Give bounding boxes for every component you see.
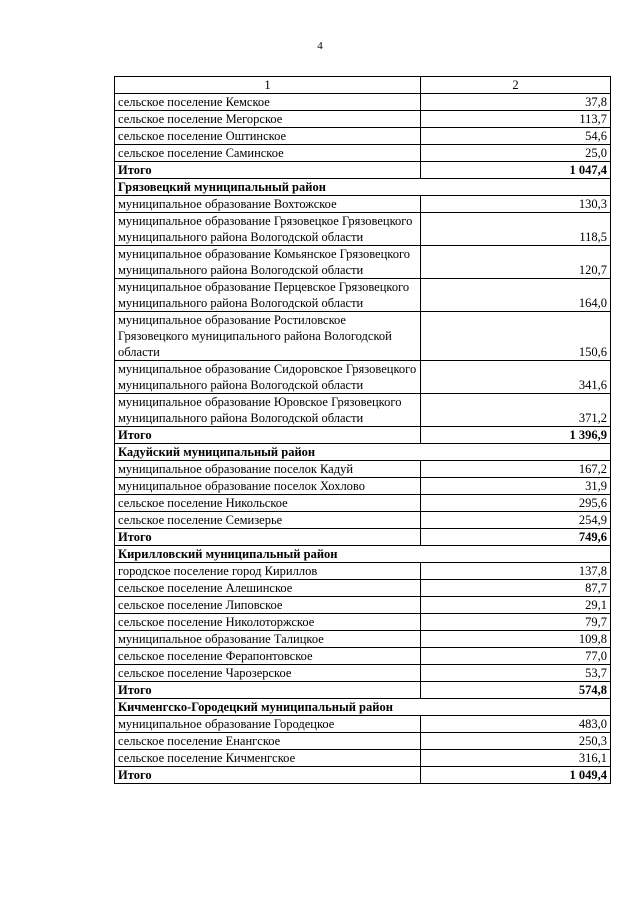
- table-row: [115, 394, 611, 427]
- total-value: 574,8: [421, 682, 611, 699]
- column-header-2: 2: [421, 77, 611, 94]
- amount-value: 295,6: [421, 495, 611, 512]
- total-label: Итого: [115, 529, 421, 546]
- table-row: [115, 597, 611, 614]
- amount-value: 79,7: [421, 614, 611, 631]
- amount-value: 53,7: [421, 665, 611, 682]
- amount-value: 29,1: [421, 597, 611, 614]
- settlement-name: сельское поселение Кемское: [115, 94, 421, 111]
- table-row: [115, 111, 611, 128]
- amount-value: 137,8: [421, 563, 611, 580]
- table-row: [115, 461, 611, 478]
- total-value: 1 396,9: [421, 427, 611, 444]
- settlement-name: муниципальное образование Городецкое: [115, 716, 421, 733]
- settlement-name: городское поселение город Кириллов: [115, 563, 421, 580]
- table-body: [115, 94, 611, 784]
- settlement-name: муниципальное образование Талицкое: [115, 631, 421, 648]
- amount-value: 77,0: [421, 648, 611, 665]
- total-row: [115, 427, 611, 444]
- table-row: [115, 279, 611, 312]
- table-row: [115, 246, 611, 279]
- amount-value: 25,0: [421, 145, 611, 162]
- settlement-name: сельское поселение Мегорское: [115, 111, 421, 128]
- section-heading: Кирилловский муниципальный район: [115, 546, 611, 563]
- section-heading-row: [115, 546, 611, 563]
- table-row: [115, 128, 611, 145]
- settlement-name: сельское поселение Саминское: [115, 145, 421, 162]
- settlement-name: муниципальное образование Перцевское Грязовецкого муниципального района Вологодской области: [115, 279, 421, 312]
- amount-value: 164,0: [421, 279, 611, 312]
- page-number: 4: [317, 40, 323, 52]
- table-row: [115, 563, 611, 580]
- amount-value: 130,3: [421, 196, 611, 213]
- settlement-name: сельское поселение Никольское: [115, 495, 421, 512]
- settlement-name: сельское поселение Алешинское: [115, 580, 421, 597]
- settlement-name: сельское поселение Чарозерское: [115, 665, 421, 682]
- settlement-name: муниципальное образование Грязовецкое Грязовецкого муниципального района Вологодской области: [115, 213, 421, 246]
- total-value: 749,6: [421, 529, 611, 546]
- amount-value: 54,6: [421, 128, 611, 145]
- settlement-name: муниципальное образование Комьянское Грязовецкого муниципального района Вологодской области: [115, 246, 421, 279]
- amount-value: 109,8: [421, 631, 611, 648]
- amount-value: 120,7: [421, 246, 611, 279]
- table-row: [115, 213, 611, 246]
- amount-value: 254,9: [421, 512, 611, 529]
- amount-value: 150,6: [421, 312, 611, 361]
- total-value: 1 049,4: [421, 767, 611, 784]
- amount-value: 118,5: [421, 213, 611, 246]
- section-heading: Кичменгско-Городецкий муниципальный район: [115, 699, 611, 716]
- total-row: [115, 682, 611, 699]
- table-row: [115, 750, 611, 767]
- table-row: [115, 145, 611, 162]
- section-heading-row: [115, 179, 611, 196]
- amount-value: 483,0: [421, 716, 611, 733]
- amount-value: 316,1: [421, 750, 611, 767]
- allocation-table: [114, 76, 611, 784]
- total-value: 1 047,4: [421, 162, 611, 179]
- amount-value: 250,3: [421, 733, 611, 750]
- settlement-name: сельское поселение Николоторжское: [115, 614, 421, 631]
- table-row: [115, 665, 611, 682]
- total-row: [115, 529, 611, 546]
- total-label: Итого: [115, 427, 421, 444]
- table-row: [115, 648, 611, 665]
- table-row: [115, 580, 611, 597]
- section-heading-row: [115, 699, 611, 716]
- settlement-name: муниципальное образование поселок Кадуй: [115, 461, 421, 478]
- total-row: [115, 767, 611, 784]
- total-label: Итого: [115, 162, 421, 179]
- amount-value: 371,2: [421, 394, 611, 427]
- table-row: [115, 361, 611, 394]
- amount-value: 31,9: [421, 478, 611, 495]
- settlement-name: муниципальное образование поселок Хохлово: [115, 478, 421, 495]
- amount-value: 167,2: [421, 461, 611, 478]
- settlement-name: сельское поселение Оштинское: [115, 128, 421, 145]
- amount-value: 37,8: [421, 94, 611, 111]
- table-row: [115, 312, 611, 361]
- table-row: [115, 512, 611, 529]
- section-heading: Грязовецкий муниципальный район: [115, 179, 611, 196]
- settlement-name: муниципальное образование Вохтожское: [115, 196, 421, 213]
- section-heading-row: [115, 444, 611, 461]
- amount-value: 341,6: [421, 361, 611, 394]
- total-row: [115, 162, 611, 179]
- total-label: Итого: [115, 682, 421, 699]
- table-row: [115, 716, 611, 733]
- table-header-row: [115, 77, 611, 94]
- settlement-name: сельское поселение Семизерье: [115, 512, 421, 529]
- table-row: [115, 631, 611, 648]
- table-row: [115, 196, 611, 213]
- settlement-name: сельское поселение Енангское: [115, 733, 421, 750]
- settlement-name: сельское поселение Липовское: [115, 597, 421, 614]
- table-row: [115, 478, 611, 495]
- settlement-name: сельское поселение Кичменгское: [115, 750, 421, 767]
- column-header-1: 1: [115, 77, 421, 94]
- table-row: [115, 733, 611, 750]
- settlement-name: муниципальное образование Ростиловское Грязовецкого муниципального района Вологодской области: [115, 312, 421, 361]
- settlement-name: муниципальное образование Сидоровское Грязовецкого муниципального района Вологодской области: [115, 361, 421, 394]
- amount-value: 87,7: [421, 580, 611, 597]
- table-row: [115, 94, 611, 111]
- settlement-name: сельское поселение Ферапонтовское: [115, 648, 421, 665]
- amount-value: 113,7: [421, 111, 611, 128]
- section-heading: Кадуйский муниципальный район: [115, 444, 611, 461]
- table-row: [115, 495, 611, 512]
- table-row: [115, 614, 611, 631]
- total-label: Итого: [115, 767, 421, 784]
- settlement-name: муниципальное образование Юровское Грязовецкого муниципального района Вологодской области: [115, 394, 421, 427]
